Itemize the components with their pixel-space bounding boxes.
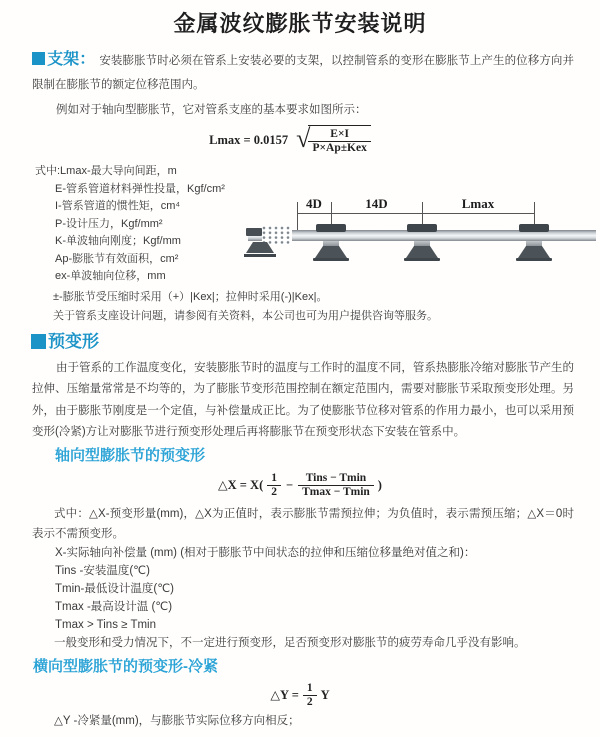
definition-line: 式中:Lmax-最大导向间距，m xyxy=(35,165,177,177)
dim-label-lmax: Lmax xyxy=(461,196,495,211)
example-line: 例如对于轴向型膨胀节，它对管系支座的基本要求如图所示： xyxy=(56,104,367,116)
definition-line: Ap-膨胀节有效面积，cm² xyxy=(55,252,179,265)
lateral-formula-suffix: Y xyxy=(320,687,330,702)
kex-sign-note: ±-膨胀节受压缩时采用（+）|Kex|；拉伸时采用(-)|Kex|。 xyxy=(53,290,328,303)
support-heading-label: 支架： xyxy=(47,51,96,68)
sqrt-radical-icon: √ xyxy=(296,124,311,154)
lmax-fraction xyxy=(308,128,370,155)
anchor-support xyxy=(246,228,262,236)
support-base xyxy=(313,258,349,261)
definition-line: E-管系管道材料弹性投量，Kgf/cm² xyxy=(55,182,225,195)
lmax-fraction-denominator: P×Ap±Kex xyxy=(308,141,370,155)
anchor-pedestal xyxy=(246,242,274,253)
predeform-section-heading xyxy=(31,330,600,353)
support-paragraph-text: 安装膨胀节时必须在管系上安装必要的支架，以控制管系的变形在膨胀节上产生的位移方向并限制在膨胀节的额定位移范围内。 xyxy=(32,55,574,91)
lateral-half-fraction xyxy=(303,682,317,709)
lmax-formula-prefix: Lmax = 0.0157 xyxy=(209,132,289,147)
minus-operator: − xyxy=(285,477,294,492)
support-base xyxy=(516,258,552,261)
support-pedestal xyxy=(518,246,550,258)
anchor-base xyxy=(244,254,276,257)
support-clamp xyxy=(407,224,437,232)
section-square-icon xyxy=(31,334,46,349)
axial-predeform-formula xyxy=(0,472,600,502)
definition-line: P-设计压力，Kgf/mm² xyxy=(55,217,163,230)
support-paragraph xyxy=(32,48,574,97)
definition-line: K-单波轴向刚度；Kgf/mm xyxy=(55,235,181,247)
temperature-numerator: Tins − Tmin xyxy=(305,471,367,484)
guide-support xyxy=(514,196,554,292)
support-clamp xyxy=(519,224,549,232)
support-section-heading xyxy=(32,51,95,68)
lateral-note: △Y -冷紧量(mm)，与膨胀节实际位移方向相反； xyxy=(54,714,300,727)
temperature-fraction xyxy=(298,472,374,499)
support-base xyxy=(404,258,440,261)
axial-definition-line: Tmin-最低设计温度(℃) xyxy=(55,582,174,595)
axial-definition-line: X-实际轴向补偿量 (mm) (相对于膨胀节中间状态的拉伸和压缩位移量绝对值之和)： xyxy=(55,546,476,559)
half-numerator: 1 xyxy=(271,471,277,484)
half-fraction xyxy=(267,472,281,499)
section-square-icon xyxy=(32,52,45,65)
axial-definition-line: Tmax -最高设计温 (℃) xyxy=(55,600,173,613)
axial-formula-prefix: △X = X( xyxy=(218,478,264,493)
lmax-fraction-numerator: E×I xyxy=(330,128,349,140)
axial-definition-line: Tmax > Tins ≥ Tmin xyxy=(55,618,156,631)
definition-line: ex-单波轴向位移，mm xyxy=(55,270,166,282)
support-pedestal xyxy=(406,246,438,258)
axial-predeform-heading: 轴向型膨胀节的预变形 xyxy=(55,446,206,464)
predeform-paragraph: 由于管系的工作温度变化，安装膨胀节时的温度与工作时的温度不同，管系热膨胀冷缩对膨胀节产生的拉伸、压缩量常常是不均等的，为了膨胀节变形范围控制在额定范围内，需要对膨胀节采取预变形处理。另外，由于膨胀节刚度是一个定值，与补偿量成正比。为了使膨胀节位移对管系的作用力最小，也可以采用预变形(冷紧)方让对膨胀节进行预变形处理后再将膨胀节在预变形状态下安装在管系中。 xyxy=(32,361,574,438)
half-denominator: 2 xyxy=(267,485,281,499)
sqrt-expression xyxy=(296,125,371,155)
predeform-heading-label: 预变形 xyxy=(48,331,99,351)
extension-line xyxy=(297,202,298,232)
lmax-formula xyxy=(0,125,590,157)
axial-definitions xyxy=(55,544,600,634)
guide-support xyxy=(402,196,442,292)
lateral-formula-prefix: △Y = xyxy=(270,688,299,703)
dim-label-14d: 14D xyxy=(365,196,388,211)
definition-line: I-管系管道的惯性矩，cm⁴ xyxy=(55,200,181,212)
pipe-support-diagram xyxy=(246,196,598,292)
consulting-note: 关于管系支座设计问题，请参阅有关资料，本公司也可为用户提供咨询等服务。 xyxy=(53,309,438,322)
axial-definition-line: Tins -安装温度(℃) xyxy=(55,564,150,577)
temperature-denominator: Tmax − Tmin xyxy=(298,485,374,499)
axial-formula-suffix: ) xyxy=(377,477,382,492)
support-clamp xyxy=(316,224,346,232)
lateral-half-denominator: 2 xyxy=(303,695,317,709)
page-title: 金属波纹膨胀节安装说明 xyxy=(173,11,427,36)
dim-label-4d: 4D xyxy=(306,196,322,211)
lateral-predeform-heading: 横向型膨胀节的预变形-冷紧 xyxy=(33,657,218,675)
axial-explanation: 式中：△X-预变形量(mm)，△X为正值时，表示膨胀节需预拉伸；为负值时，表示需预压缩；△X＝0时表示不需预变形。 xyxy=(32,507,574,540)
axial-note: 一般变形和受力情况下，不一定进行预变形，足否预变形对膨胀节的疲劳寿命几乎没有影响。 xyxy=(54,636,526,649)
lateral-half-numerator: 1 xyxy=(306,681,313,694)
guide-support xyxy=(311,196,351,292)
lateral-predeform-formula xyxy=(0,682,600,708)
support-pedestal xyxy=(315,246,347,258)
